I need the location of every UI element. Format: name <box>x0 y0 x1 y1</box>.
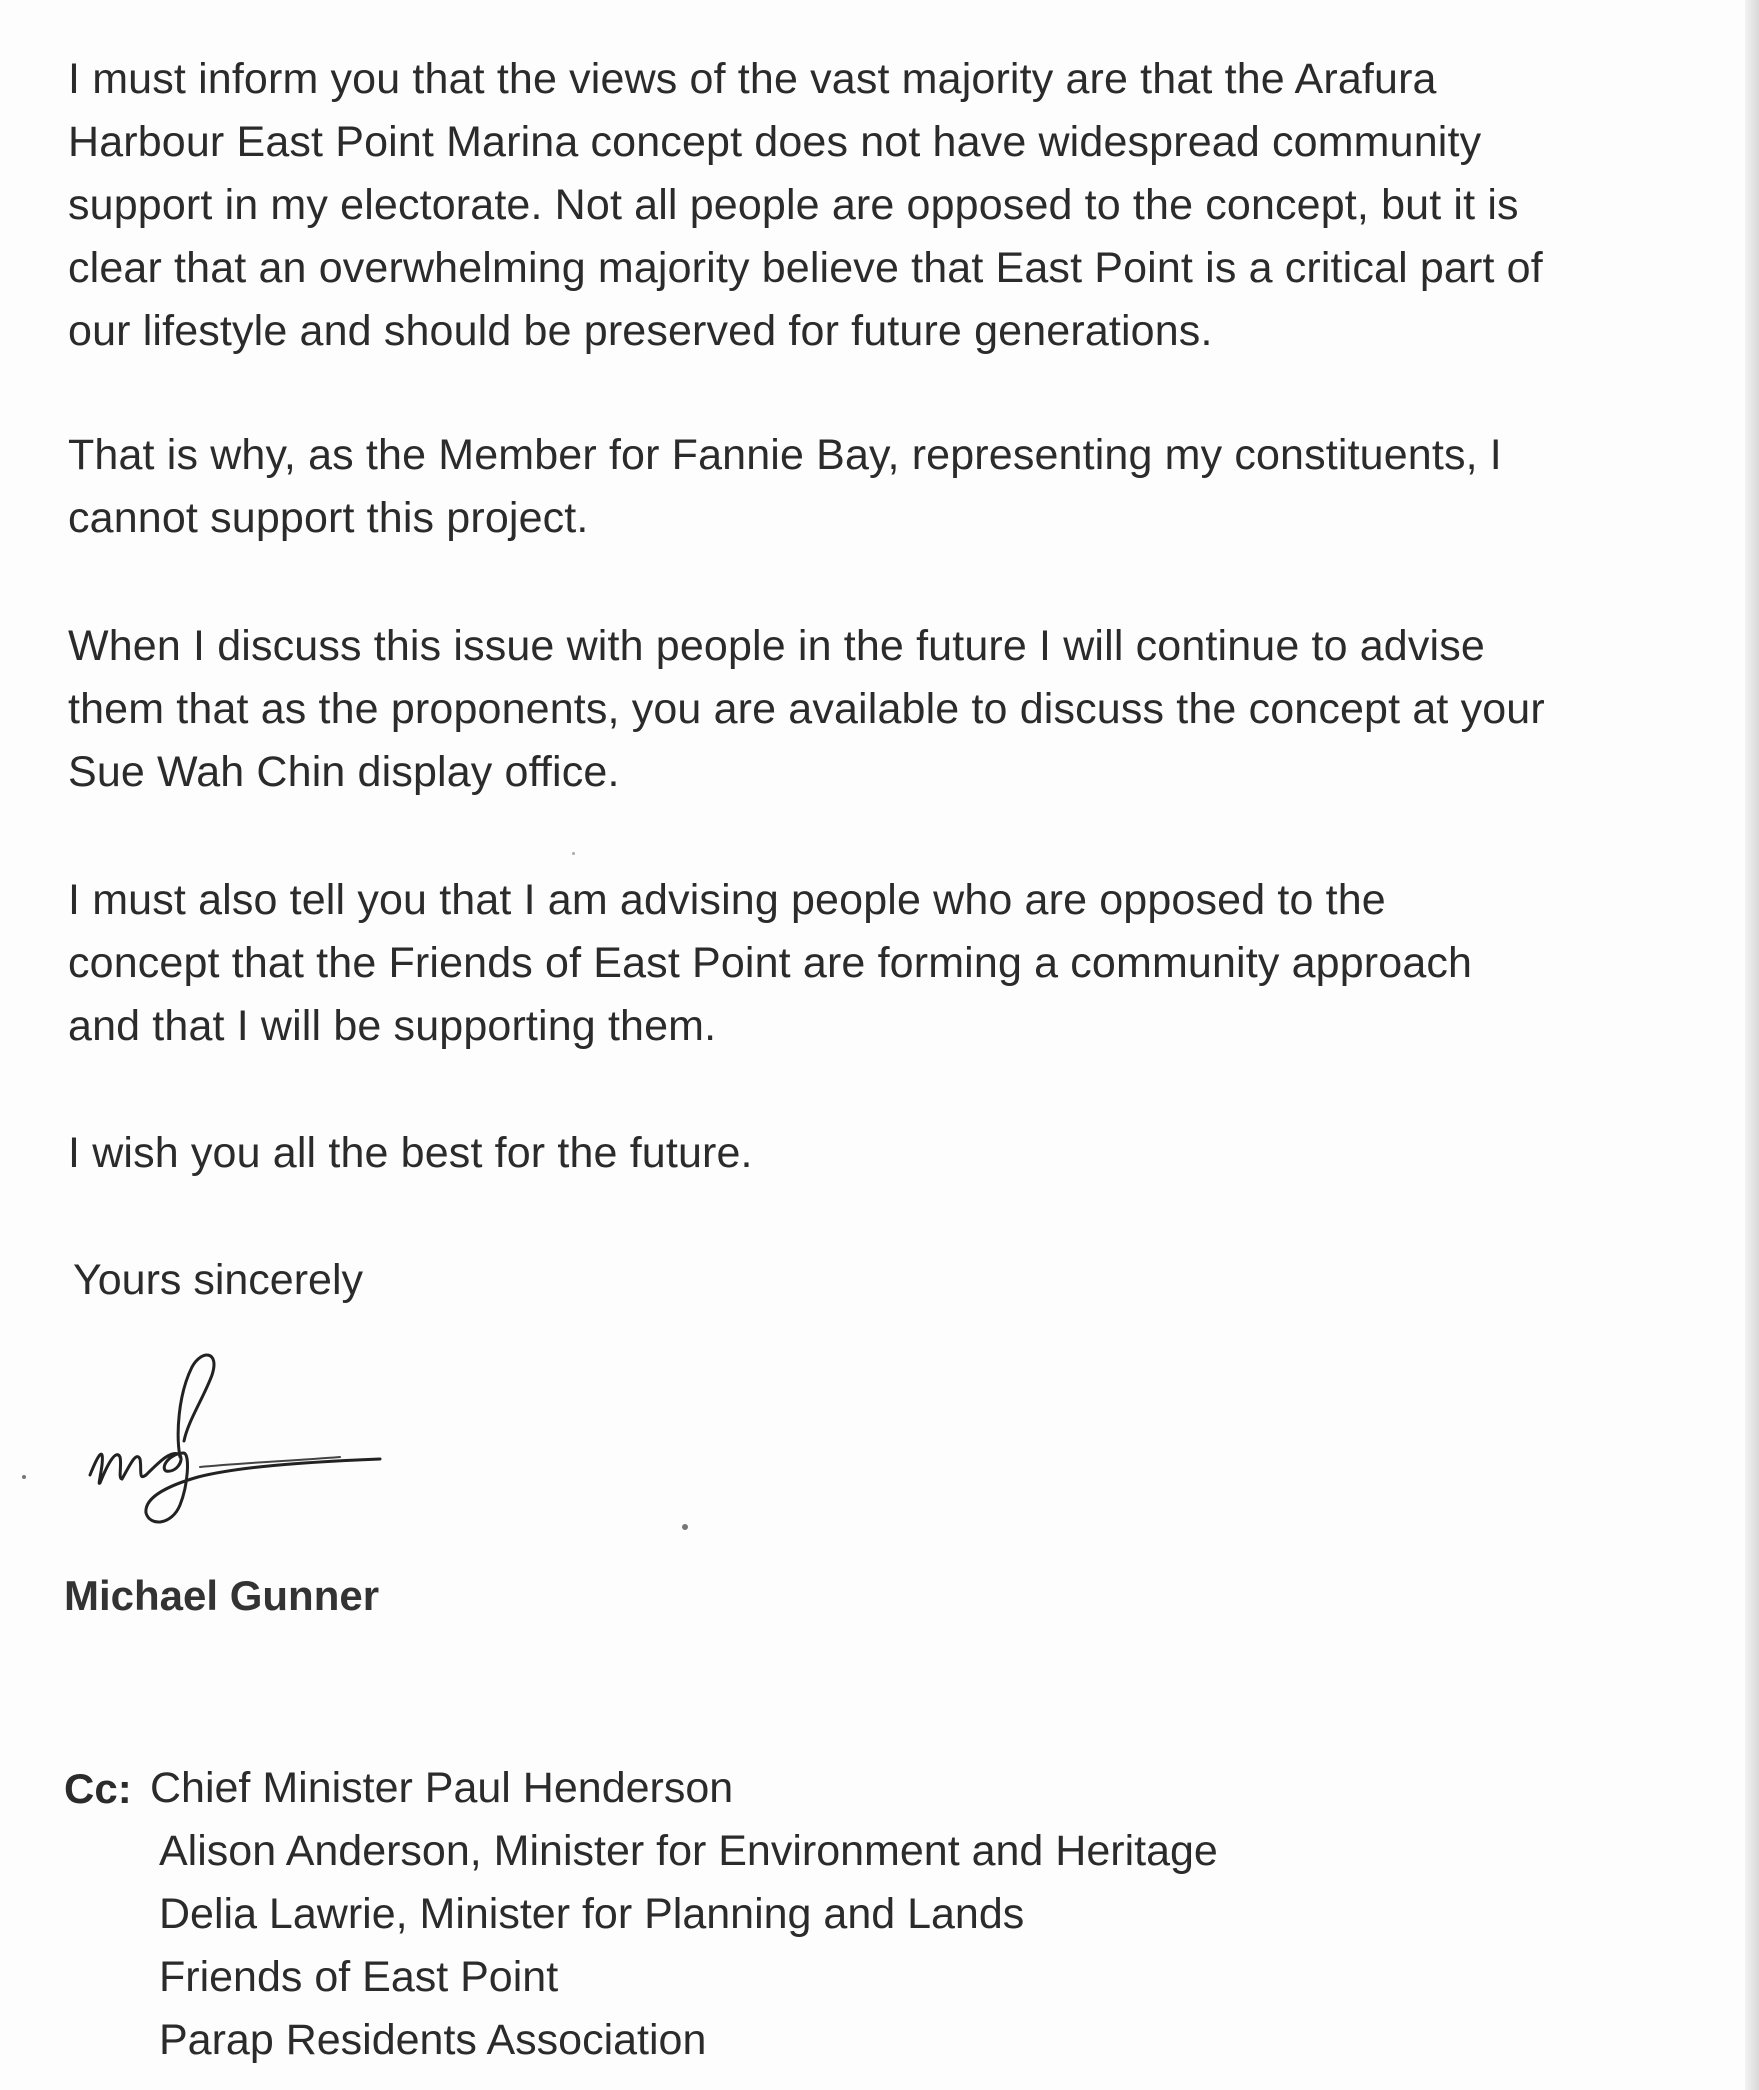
cc-recipient: Alison Anderson, Minister for Environment and Heritage <box>159 1827 1218 1875</box>
paragraph-position: That is why, as the Member for Fannie Bay, representing my constituents, I cannot support this project. <box>68 431 1502 542</box>
scan-speck <box>22 1475 26 1479</box>
scan-speck <box>572 852 575 855</box>
cc-recipient: Delia Lawrie, Minister for Planning and Lands <box>159 1890 1025 1938</box>
closing-salutation: Yours sincerely <box>73 1256 363 1304</box>
paragraph-community-views: I must inform you that the views of the vast majority are that the Arafura Harbour East Point Marina concept does not have widespread community support in my electorate. Not all people are opposed to the concept, but it is clear that an overwhelming majority believe that East Point is a critical part of our lifestyle and should be preserved for future generations. <box>68 55 1543 355</box>
cc-label: Cc: <box>64 1765 132 1812</box>
cc-recipient-list <box>150 1757 1218 2072</box>
page-edge-shadow <box>1745 0 1759 2090</box>
cc-recipient: Chief Minister Paul Henderson <box>150 1764 734 1812</box>
scan-speck <box>682 1524 688 1530</box>
paragraph-best-wishes: I wish you all the best for the future. <box>68 1129 753 1177</box>
signer-name: Michael Gunner <box>64 1572 380 1619</box>
cc-recipient: Parap Residents Association <box>159 2016 707 2064</box>
cc-recipient: Friends of East Point <box>159 1953 559 2001</box>
paragraph-advice: When I discuss this issue with people in the future I will continue to advise them that as the proponents, you are available to discuss the concept at your Sue Wah Chin display office. <box>68 622 1545 796</box>
handwritten-signature-icon <box>80 1345 400 1535</box>
paragraph-friends-of-east-point: I must also tell you that I am advising people who are opposed to the concept that the Friends of East Point are forming a community approach and that I will be supporting them. <box>68 876 1473 1050</box>
